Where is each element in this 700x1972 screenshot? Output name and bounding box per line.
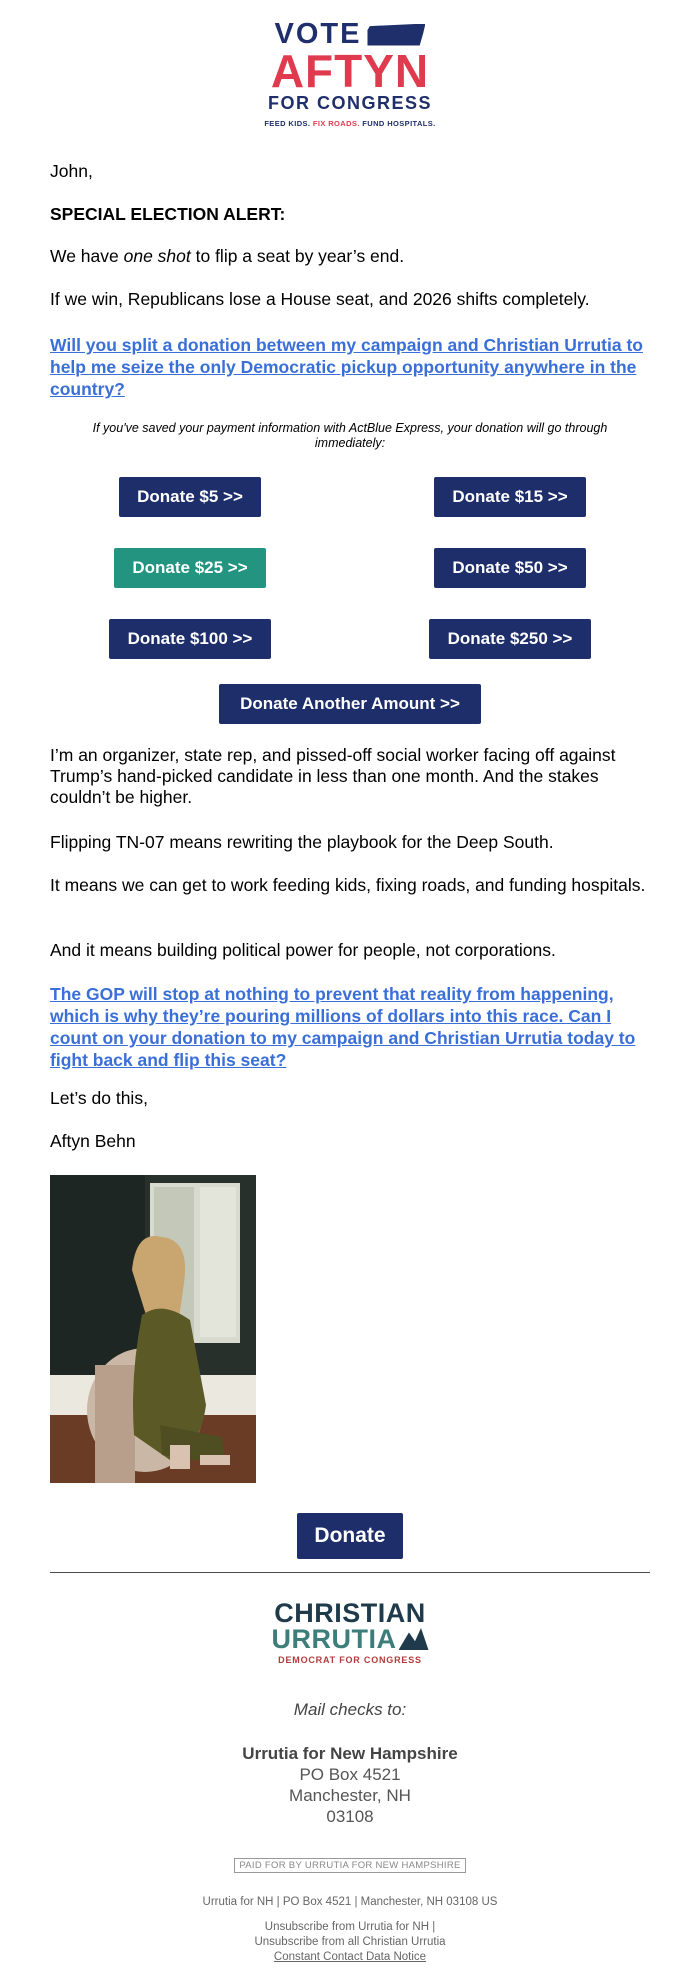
donate-button[interactable]: Donate — [297, 1513, 403, 1559]
logo-vote-text: VOTE — [274, 18, 362, 50]
logo-for-congress: FOR CONGRESS — [267, 93, 432, 113]
tagline-hospitals: FUND HOSPITALS. — [362, 119, 436, 128]
alert-heading: SPECIAL ELECTION ALERT: — [50, 204, 286, 224]
mail-checks-label: Mail checks to: — [293, 1700, 407, 1719]
logo-name: AFTYN — [270, 45, 430, 97]
paragraph-feeding-kids: It means we can get to work feeding kids, fixing roads, and funding hospitals. — [50, 875, 646, 895]
mountain-icon — [399, 1628, 429, 1650]
address-zip: 03108 — [326, 1807, 374, 1826]
paragraph-organizer: I’m an organizer, state rep, and pissed-off social worker facing off against Trump’s hand-picked candidate in less than one month. And the stakes couldn’t be higher. — [50, 745, 616, 807]
footer-divider — [50, 1572, 650, 1573]
urrutia-logo-last-text: URRUTIA — [271, 1624, 397, 1654]
donate-100-button[interactable]: Donate $100 >> — [109, 619, 271, 659]
paragraph-tn07: Flipping TN-07 means rewriting the playbook for the Deep South. — [50, 832, 554, 852]
donate-other-button[interactable]: Donate Another Amount >> — [219, 684, 481, 724]
p1-emphasis: one shot — [123, 246, 191, 266]
candidate-photo — [50, 1175, 256, 1483]
p1-post: to flip a seat by year’s end. — [190, 246, 405, 266]
logo-tagline — [0, 119, 700, 128]
actblue-note: If you've saved your payment information with ActBlue Express, your donation will go through immediately: — [92, 421, 608, 450]
tennessee-icon — [367, 24, 425, 46]
urrutia-logo-first: CHRISTIAN — [274, 1598, 426, 1628]
split-donation-link[interactable]: Will you split a donation between my campaign and Christian Urrutia to help me seize the only Democratic pickup opportunity anywhere in the country? — [50, 335, 643, 399]
paid-for-disclaimer — [0, 1855, 700, 1873]
donate-250-button[interactable]: Donate $250 >> — [429, 619, 591, 659]
address-org: Urrutia for New Hampshire — [242, 1744, 458, 1763]
aftyn-logo — [0, 20, 700, 128]
signature: Aftyn Behn — [50, 1131, 136, 1151]
unsubscribe-all-link[interactable]: Unsubscribe from all Christian Urrutia — [254, 1936, 446, 1948]
gop-donation-link[interactable]: The GOP will stop at nothing to prevent that reality from happening, which is why they’re pouring millions of dollars into this race. Can I count on your donation to my campaign and Christian Urrutia today to fight back and flip this seat? — [50, 984, 636, 1070]
paragraph-political-power: And it means building political power for people, not corporations. — [50, 940, 556, 960]
tagline-roads: FIX ROADS. — [312, 119, 360, 128]
urrutia-logo — [0, 1600, 700, 1665]
donate-50-button[interactable]: Donate $50 >> — [434, 548, 586, 588]
address-po-box: PO Box 4521 — [299, 1765, 401, 1784]
tagline-feed: FEED KIDS. — [264, 119, 311, 128]
mailing-address — [0, 1743, 700, 1827]
footer-address: Urrutia for NH | PO Box 4521 | Manchester, NH 03108 US — [202, 1896, 498, 1908]
address-city: Manchester, NH — [289, 1786, 411, 1805]
footer-links — [0, 1920, 700, 1965]
signoff: Let’s do this, — [50, 1088, 148, 1108]
paragraph-house-seat: If we win, Republicans lose a House seat, and 2026 shifts completely. — [50, 289, 590, 309]
donate-5-button[interactable]: Donate $5 >> — [119, 477, 261, 517]
data-notice-link[interactable]: Constant Contact Data Notice — [273, 1951, 427, 1963]
donate-25-button[interactable]: Donate $25 >> — [114, 548, 266, 588]
donate-15-button[interactable]: Donate $15 >> — [434, 477, 586, 517]
greeting: John, — [50, 161, 93, 181]
unsubscribe-urrutia-link[interactable]: Unsubscribe from Urrutia for NH | — [264, 1921, 436, 1933]
donation-link-2[interactable] — [50, 983, 650, 1071]
urrutia-logo-last — [272, 1626, 429, 1652]
donation-link-1[interactable] — [50, 334, 650, 400]
urrutia-logo-sub: DEMOCRAT FOR CONGRESS — [278, 1655, 422, 1665]
p1-pre: We have — [50, 246, 124, 266]
candidate-photo-art — [50, 1175, 256, 1483]
paragraph-one-shot — [50, 246, 650, 267]
paid-for-box: PAID FOR BY URRUTIA FOR NEW HAMPSHIRE — [234, 1858, 465, 1873]
